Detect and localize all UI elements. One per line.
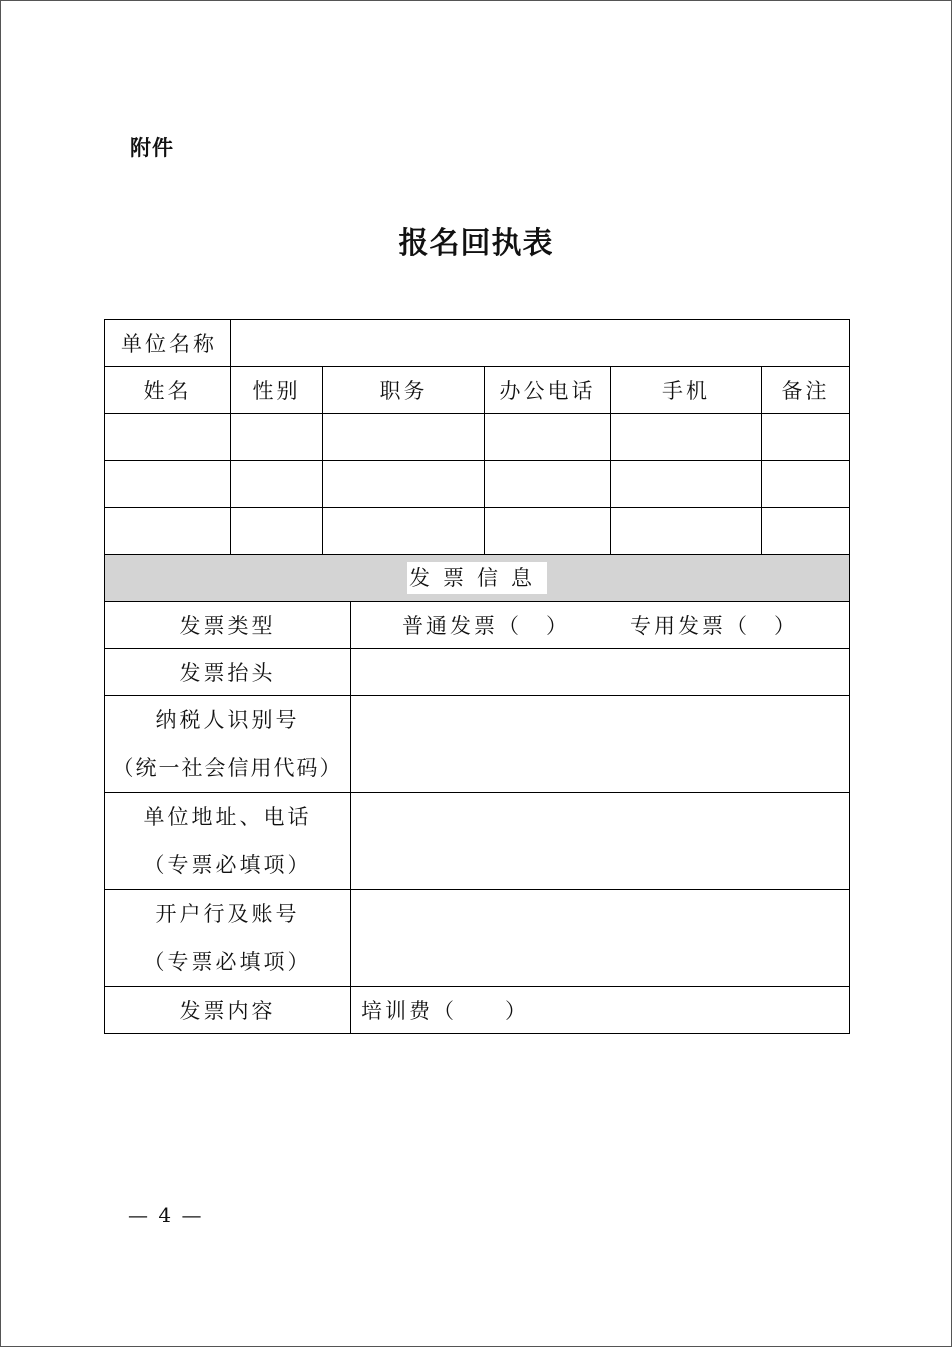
invoice-content-row — [105, 987, 850, 1034]
invoice-type-special-option[interactable]: 专用发票（ ） — [630, 614, 799, 638]
table-cell[interactable] — [231, 414, 323, 461]
taxpayer-id-sublabel: （统一社会信用代码） — [112, 756, 343, 780]
invoice-content-label: 发票内容 — [105, 987, 351, 1034]
column-header-remarks: 备注 — [762, 367, 850, 414]
bank-account-sublabel: （专票必填项） — [143, 950, 312, 974]
bank-account-row — [105, 890, 850, 987]
address-phone-sublabel: （专票必填项） — [143, 853, 312, 877]
invoice-section-title: 发票信息 — [407, 562, 547, 594]
invoice-type-options — [351, 602, 850, 649]
table-cell[interactable] — [105, 508, 231, 555]
table-cell[interactable] — [231, 508, 323, 555]
address-phone-label-cell — [105, 793, 351, 890]
table-row — [105, 461, 850, 508]
table-row — [105, 414, 850, 461]
column-header-mobile: 手机 — [611, 367, 762, 414]
unit-name-row — [105, 320, 850, 367]
invoice-content-field[interactable]: 培训费（ ） — [351, 987, 850, 1034]
table-cell[interactable] — [105, 461, 231, 508]
address-phone-label: 单位地址、电话 — [143, 805, 312, 829]
table-cell[interactable] — [762, 508, 850, 555]
unit-name-field[interactable] — [231, 320, 850, 367]
table-cell[interactable] — [231, 461, 323, 508]
table-cell[interactable] — [762, 461, 850, 508]
page-title: 报名回执表 — [398, 226, 554, 261]
registration-form — [104, 319, 850, 1034]
table-cell[interactable] — [611, 461, 762, 508]
invoice-section-row — [105, 555, 850, 602]
table-cell[interactable] — [323, 461, 485, 508]
table-cell[interactable] — [323, 414, 485, 461]
invoice-type-row — [105, 602, 850, 649]
invoice-header-row — [105, 649, 850, 696]
bank-account-label-cell — [105, 890, 351, 987]
invoice-type-normal-option[interactable]: 普通发票（ ） — [402, 614, 571, 638]
column-header-position: 职务 — [323, 367, 485, 414]
column-header-name: 姓名 — [105, 367, 231, 414]
table-cell[interactable] — [105, 414, 231, 461]
table-cell[interactable] — [485, 461, 611, 508]
taxpayer-id-row — [105, 696, 850, 793]
unit-name-label: 单位名称 — [105, 320, 231, 367]
table-cell[interactable] — [611, 414, 762, 461]
table-cell[interactable] — [323, 508, 485, 555]
bank-account-label: 开户行及账号 — [155, 902, 300, 926]
address-phone-field[interactable] — [351, 793, 850, 890]
taxpayer-id-field[interactable] — [351, 696, 850, 793]
invoice-type-label: 发票类型 — [105, 602, 351, 649]
table-cell[interactable] — [485, 508, 611, 555]
column-header-office-phone: 办公电话 — [485, 367, 611, 414]
attachment-label: 附件 — [130, 136, 174, 160]
column-header-gender: 性别 — [231, 367, 323, 414]
table-cell[interactable] — [611, 508, 762, 555]
invoice-header-field[interactable] — [351, 649, 850, 696]
table-row — [105, 508, 850, 555]
taxpayer-id-label-cell — [105, 696, 351, 793]
page-number: — 4 — — [128, 1203, 204, 1227]
address-phone-row — [105, 793, 850, 890]
invoice-header-label: 发票抬头 — [105, 649, 351, 696]
table-cell[interactable] — [485, 414, 611, 461]
table-header-row — [105, 367, 850, 414]
taxpayer-id-label: 纳税人识别号 — [155, 708, 300, 732]
bank-account-field[interactable] — [351, 890, 850, 987]
table-cell[interactable] — [762, 414, 850, 461]
invoice-section-header — [105, 555, 850, 602]
